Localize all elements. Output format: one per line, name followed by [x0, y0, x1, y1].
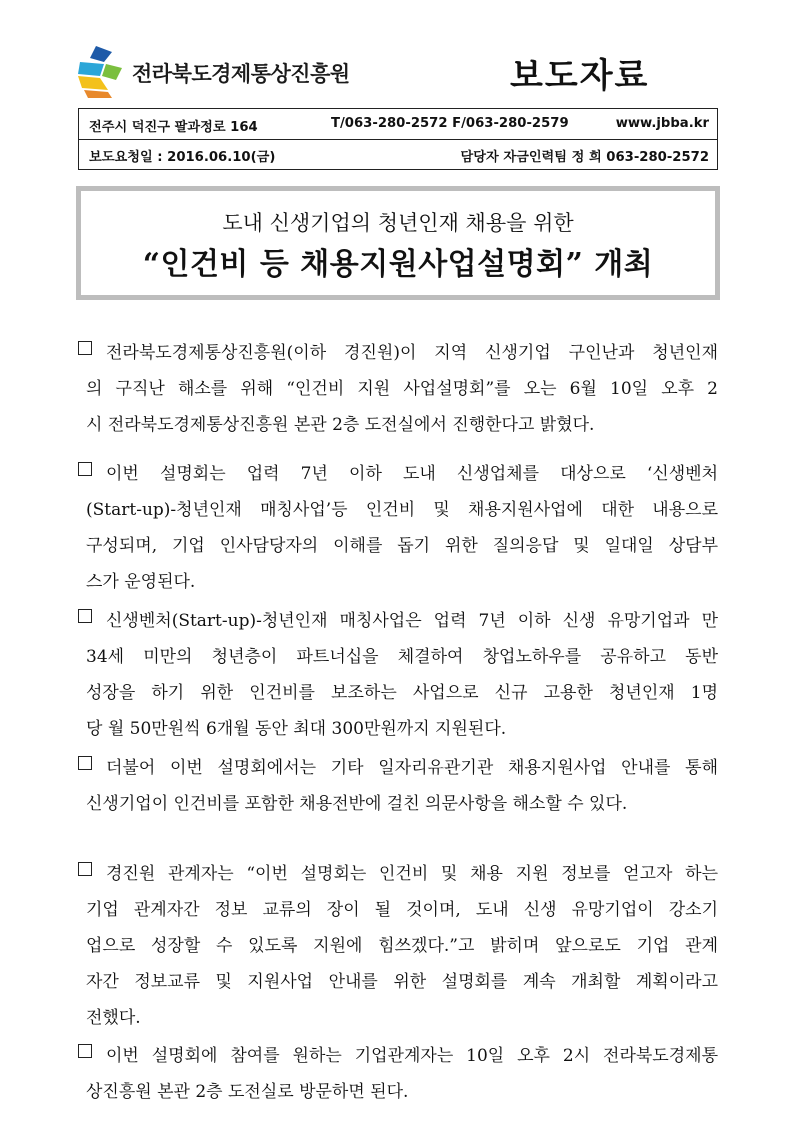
- paragraph: [78, 1039, 718, 1111]
- paragraph-line: 더불어 이번 설명회에서는 기타 일자리유관기관 채용지원사업 안내를 통해: [106, 758, 718, 778]
- paragraph-line: 스가 운영된다.: [86, 572, 196, 592]
- paragraph-line: 구성되며, 기업 인사담당자의 이해를 돕기 위한 질의응답 및 일대일 상담부: [86, 536, 718, 556]
- paragraph: [78, 457, 718, 601]
- headline-subtitle: 도내 신생기업의 청년인재 채용을 위한: [222, 211, 574, 235]
- paragraph-line: 시 전라북도경제통상진흥원 본관 2층 도전실에서 진행한다고 밝혔다.: [86, 415, 595, 435]
- paragraph-line: 자간 정보교류 및 지원사업 안내를 위한 설명회를 계속 개최할 계획이라고: [86, 972, 718, 992]
- headline-title: “인건비 등 채용지원사업설명회” 개최: [142, 247, 654, 282]
- paragraph-line: 전라북도경제통상진흥원(이하 경진원)이 지역 신생기업 구인난과 청년인재: [106, 343, 718, 363]
- square-bullet-icon: [78, 462, 92, 476]
- paragraph-line: 의 구직난 해소를 위해 “인건비 지원 사업설명회”를 오는 6월 10일 오후 2: [86, 379, 718, 399]
- paragraph: [78, 604, 718, 748]
- square-bullet-icon: [78, 609, 92, 623]
- paragraph-line: 이번 설명회에 참여를 원하는 기업관계자는 10일 오후 2시 전라북도경제통: [106, 1046, 718, 1066]
- paragraph-line: 경진원 관계자는 “이번 설명회는 인건비 및 채용 지원 정보를 얻고자 하는: [106, 864, 718, 884]
- contact-info-table: [78, 108, 718, 170]
- square-bullet-icon: [78, 341, 92, 355]
- paragraph-line: 성장을 하기 위한 인건비를 보조하는 사업으로 신규 고용한 청년인재 1명: [86, 683, 718, 703]
- info-row-request: [79, 139, 717, 169]
- paragraph: [78, 336, 718, 444]
- request-date-text: 보도요청일 : 2016.06.10(금): [89, 150, 276, 165]
- organization-name: 전라북도경제통상진흥원: [132, 62, 350, 86]
- paragraph-line: 34세 미만의 청년층이 파트너십을 체결하여 창업노하우를 공유하고 동반: [86, 647, 718, 667]
- paragraph-line: 이번 설명회는 업력 7년 이하 도내 신생업체를 대상으로 ‘신생벤처: [106, 464, 718, 484]
- phone-fax-text: T/063-280-2572 F/063-280-2579: [331, 116, 569, 131]
- paragraph-line: 신생벤처(Start-up)-청년인재 매칭사업은 업력 7년 이하 신생 유망기업과 만: [106, 611, 718, 631]
- paragraph-line: 상진흥원 본관 2층 도전실로 방문하면 된다.: [86, 1082, 409, 1102]
- jbba-logo-icon: [78, 46, 122, 98]
- contact-person-text: 담당자 자금인력팀 정 희 063-280-2572: [460, 150, 709, 165]
- info-row-address: [79, 109, 717, 140]
- paragraph: [78, 857, 718, 1037]
- paragraph-line: (Start-up)-청년인재 매칭사업’등 인건비 및 채용지원사업에 대한 내용으로: [86, 500, 718, 520]
- square-bullet-icon: [78, 862, 92, 876]
- square-bullet-icon: [78, 756, 92, 770]
- paragraph-line: 전했다.: [86, 1008, 141, 1028]
- headline-box: [76, 186, 720, 300]
- address-text: 전주시 덕진구 팔과정로 164: [89, 120, 258, 135]
- letterhead: [78, 40, 718, 104]
- paragraph-line: 당 월 50만원씩 6개월 동안 최대 300만원까지 지원된다.: [86, 719, 507, 739]
- paragraph: [78, 751, 718, 823]
- paragraph-line: 기업 관계자간 정보 교류의 장이 될 것이며, 도내 신생 유망기업이 강소기: [86, 900, 718, 920]
- document-type-title: 보도자료: [510, 56, 650, 96]
- paragraph-line: 업으로 성장할 수 있도록 지원에 힘쓰겠다.”고 밝히며 앞으로도 기업 관계: [86, 936, 718, 956]
- website-text: www.jbba.kr: [615, 116, 709, 131]
- square-bullet-icon: [78, 1044, 92, 1058]
- paragraph-line: 신생기업이 인건비를 포함한 채용전반에 걸친 의문사항을 해소할 수 있다.: [86, 794, 628, 814]
